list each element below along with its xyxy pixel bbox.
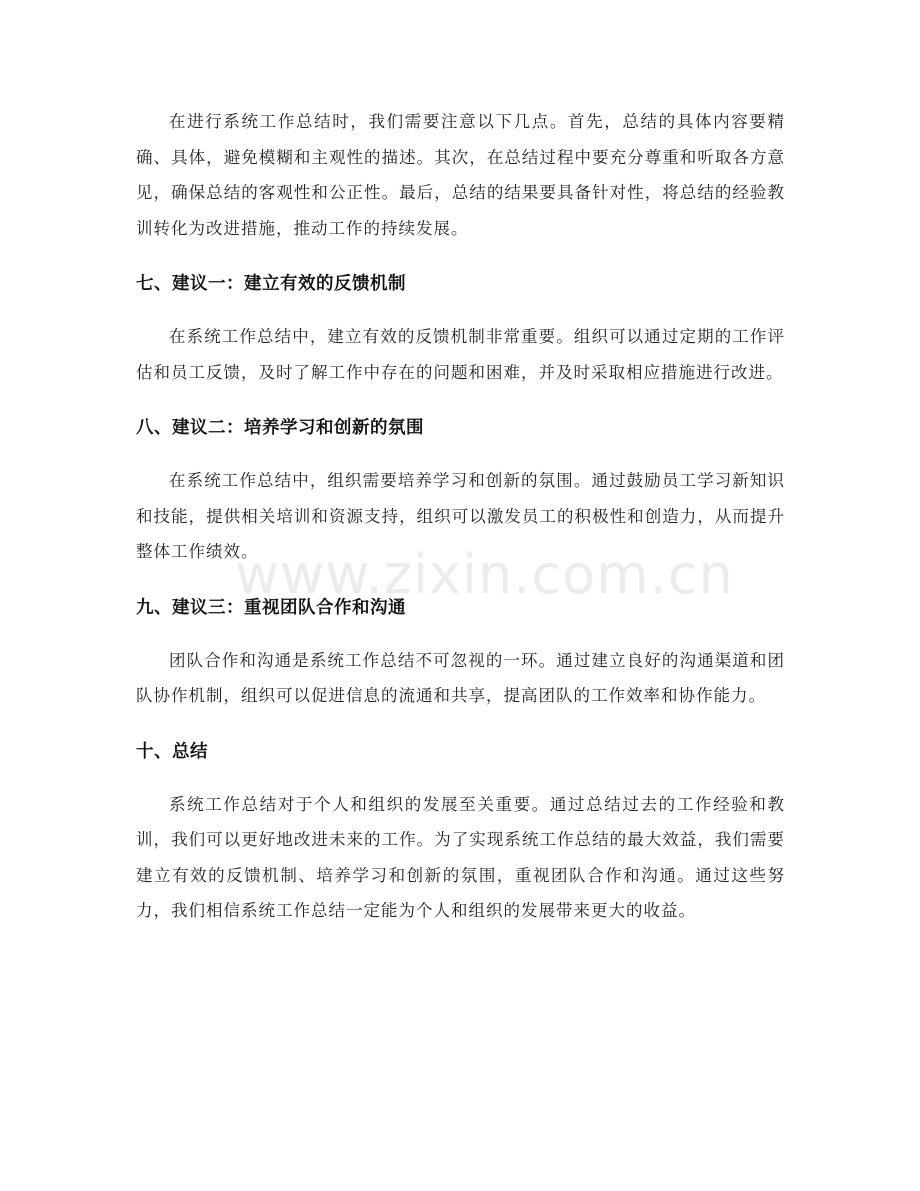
section-paragraph-7: 在系统工作总结中，建立有效的反馈机制非常重要。组织可以通过定期的工作评估和员工反馈，及时了解工作中存在的问题和困难，并及时采取相应措施进行改进。	[136, 327, 785, 382]
watermark-text: www.zixin.com.cn	[235, 543, 734, 606]
section-paragraph-10: 系统工作总结对于个人和组织的发展至关重要。通过总结过去的工作经验和教训，我们可以更好地改进未来的工作。为了实现系统工作总结的最大效益，我们需要建立有效的反馈机制、培养学习和创新的氛围，重视团队合作和沟通。通过这些努力，我们相信系统工作总结一定能为个人和组织的发展带来更大的收益。	[136, 794, 785, 920]
section-heading-9: 九、建议三：重视团队合作和沟通	[136, 597, 406, 618]
document-body	[136, 104, 785, 929]
section-heading-7: 七、建议一：建立有效的反馈机制	[136, 274, 406, 294]
section-paragraph-9: 团队合作和沟通是系统工作总结不可忽视的一环。通过建立良好的沟通渠道和团队协作机制，组织可以促进信息的流通和共享，提高团队的工作效率和协作能力。	[136, 650, 785, 705]
section-paragraph-8: 在系统工作总结中，组织需要培养学习和创新的氛围。通过鼓励员工学习新知识和技能，提供相关培训和资源支持，组织可以激发员工的积极性和创造力，从而提升整体工作绩效。	[136, 471, 785, 561]
section-heading-10: 十、总结	[136, 741, 208, 762]
section-heading-8: 八、建议二：培养学习和创新的氛围	[136, 418, 424, 438]
intro-paragraph: 在进行系统工作总结时，我们需要注意以下几点。首先，总结的具体内容要精确、具体，避免模糊和主观性的描述。其次，在总结过程中要充分尊重和听取各方意见，确保总结的客观性和公正性。最后，总结的结果要具备针对性，将总结的经验教训转化为改进措施，推动工作的持续发展。	[136, 112, 785, 238]
